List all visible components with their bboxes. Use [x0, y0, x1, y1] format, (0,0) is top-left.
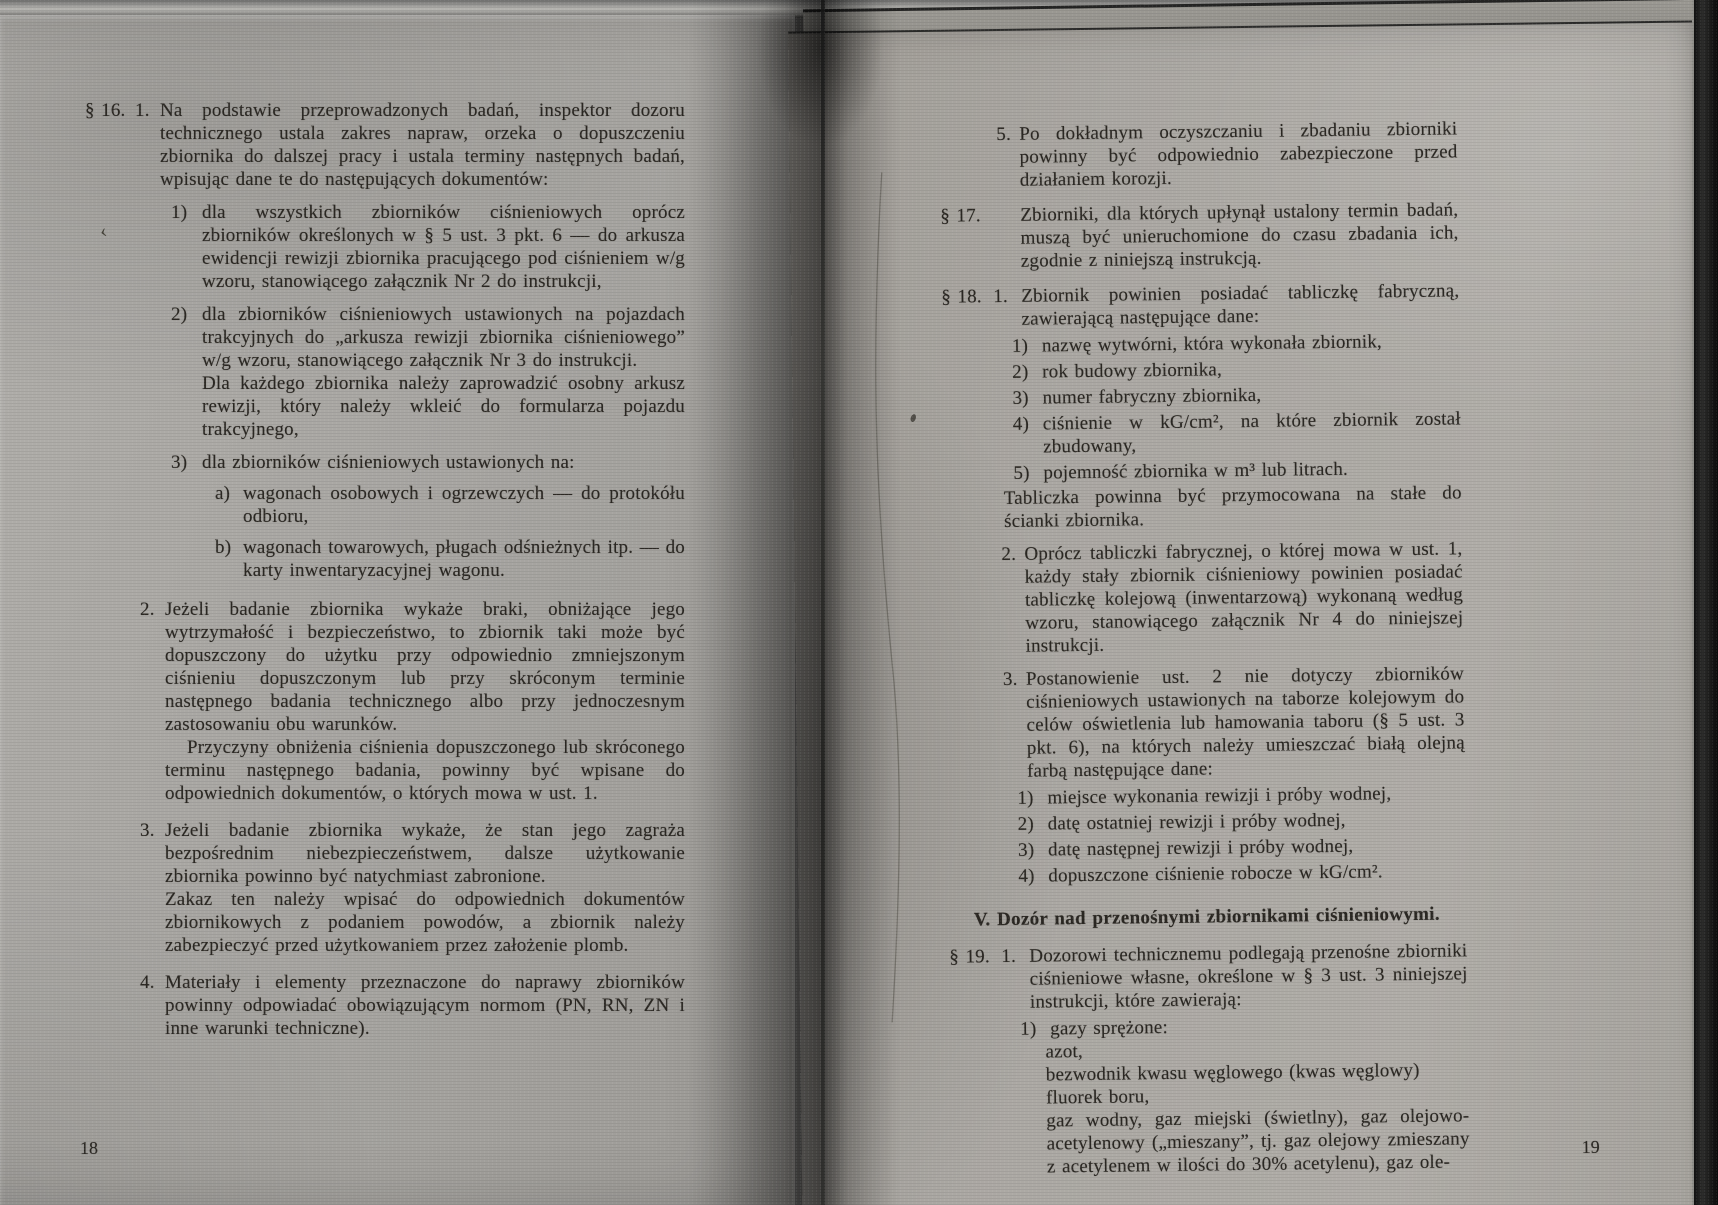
item-text: ciśnienie w kG/cm², na które zbiornik został zbudowany, — [1042, 408, 1461, 458]
item-label: 3) — [1012, 387, 1029, 409]
paragraph-continuation — [165, 736, 685, 805]
clause-number: 1. — [993, 285, 1009, 308]
paragraph-19-1 — [949, 939, 1468, 1014]
left-text-column — [85, 99, 685, 1040]
paragraph-18-1 — [941, 279, 1460, 331]
paragraph-18-3 — [1003, 662, 1465, 783]
page-number-right: 19 — [1581, 1136, 1600, 1157]
list-item — [1012, 381, 1460, 409]
paragraph-text: Przyczyny obniżenia ciśnienia dopuszczonego lub skróconego terminu następnego badania, powinny być wpisane do odpowiednich dokumentów, o których mowa w ust. 1. — [165, 737, 685, 804]
list-item — [1018, 807, 1466, 835]
item-label: b) — [215, 537, 232, 558]
item-text: dla zbiorników ciśnieniowych ustawionych na: — [202, 452, 575, 473]
item-label: a) — [215, 483, 231, 504]
item-text: datę ostatniej rewizji i próby wodnej, — [1047, 809, 1346, 835]
paragraph-text: Po dokładnym oczyszczaniu i zbadaniu zbiorniki powinny być odpowiednio zabezpieczone przed działaniem korozji. — [1019, 118, 1458, 191]
gas-line — [1046, 1104, 1470, 1178]
paragraph-text: Jeżeli badanie zbiornika wykaże braki, obniżające jego wytrzymałość i bezpieczeństwo, to zbiornik taki może być dopuszczony do użytku przy odpowiednio zmniejszonym ciśnieniu dopuszczonym lub przy skróconym terminie następnego badania technicznego albo przy jednoczesnym zastosowaniu obu warunków. — [165, 599, 685, 735]
gas-text: gaz wodny, gaz miejski (świetlny), gaz olejowo-acetylenowy („mieszany”, tj. gaz olejowy zmieszany z acetylenem w ilości do 30% acetylenu), gaz ole- — [1046, 1105, 1470, 1178]
paragraph-3 — [140, 819, 685, 888]
paragraph-16-1 — [85, 99, 685, 191]
section-heading-text: V. Dozór nad przenośnymi zbiornikami ciśnieniowymi. — [973, 903, 1440, 931]
item-text: numer fabryczny zbiornika, — [1042, 384, 1262, 409]
clause-number: 1. — [1001, 945, 1017, 968]
clause-number: 3. — [1002, 668, 1018, 690]
paragraph-continuation — [165, 888, 685, 957]
page-left — [0, 15, 795, 1205]
paragraph-text: Zakaz ten należy wpisać do odpowiednich dokumentów zbiornikowych z podaniem powodów, a zbiornik należy zabezpieczyć przed użytkowaniem przez założenie plomb. — [165, 889, 685, 956]
item-label: 2) — [171, 304, 188, 325]
paragraph-text: Tabliczka powinna być przymocowana na stałe do ścianki zbiornika. — [1003, 482, 1462, 532]
sub-list-item — [215, 536, 685, 582]
clause-number: 2. — [140, 599, 155, 620]
section-label: § 19. — [949, 946, 990, 968]
paragraph-17 — [940, 198, 1459, 273]
paragraph-text: Jeżeli badanie zbiornika wykaże, że stan jego zagraża bezpośrednim niebezpieczeństwem, dalsze użytkowanie zbiornika powinno być natychmiast zabronione. — [165, 820, 685, 887]
item-text: pojemność zbiornika w m³ lub litrach. — [1043, 458, 1349, 484]
gas-text: bezwodnik kwasu węglowego (kwas węglowy) — [1045, 1059, 1420, 1086]
item-label: 1) — [171, 202, 188, 223]
section-label: § 17. — [940, 205, 981, 227]
item-text: dla wszystkich zbiorników ciśnieniowych oprócz zbiorników określonych w § 5 ust. 3 pkt. 6 — do arkusza ewidencji rewizji zbiornika pracującego pod ciśnieniem w/g wzoru, stanowiącego załącznik Nr 2 do instrukcji, — [202, 202, 685, 292]
gas-text: azot, — [1045, 1041, 1084, 1063]
list-item — [1012, 355, 1460, 383]
paragraph-text: Dozorowi technicznemu podlegają przenośne zbiorniki ciśnieniowe własne, określone w § 3 ust. 3 niniejszej instrukcji, które zawierają: — [1029, 940, 1468, 1013]
item-text: dopuszczone ciśnienie robocze w kG/cm². — [1048, 861, 1383, 887]
page-right — [788, 20, 1715, 1205]
item-label: 4) — [1018, 865, 1035, 887]
page-number-left: 18 — [80, 1138, 98, 1158]
item-label: 4) — [1012, 413, 1030, 435]
paragraph-2 — [140, 598, 685, 736]
item-text: nazwę wytwórni, która wykonała zbiornik, — [1041, 331, 1383, 357]
paragraph-text: Oprócz tabliczki fabrycznej, o której mowa w ust. 1, każdy stały zbiornik ciśnieniowy powinien posiadać tabliczkę kolejową (inwentarzową) wykonaną według wzoru, stanowiącego załącznik Nr 4 do niniejszej instrukcji. — [1024, 538, 1464, 657]
gas-text: fluorek boru, — [1045, 1086, 1150, 1109]
paragraph-text: Na podstawie przeprowadzonych badań, inspektor dozoru technicznego ustala zakres napraw, orzeka o dopuszczeniu zbiornika do dalszej pracy i ustala terminy następnych badań, wpisując dane te do następujących dokumentów: — [160, 100, 685, 190]
paragraph-5 — [996, 117, 1458, 192]
clause-number — [992, 204, 1021, 273]
item-text: rok budowy zbiornika, — [1042, 359, 1223, 383]
item-continuation — [202, 372, 685, 441]
item-text: wagonach towarowych, pługach odśnieżnych itp. — do karty inwentaryzacyjnej wagonu. — [243, 537, 685, 581]
paragraph-18-2 — [1001, 537, 1463, 658]
item-label: 3) — [171, 452, 188, 473]
clause-number: 5. — [996, 123, 1012, 146]
list-item — [171, 201, 685, 293]
paragraph-text: Zbiornik powinien posiadać tabliczkę fabryczną, zawierającą następujące dane: — [1021, 280, 1460, 330]
item-label: 1) — [1011, 335, 1029, 357]
section-label: § 16. — [85, 100, 126, 121]
item-text: gazy sprężone: — [1050, 1017, 1169, 1040]
item-label: 1) — [1020, 1018, 1037, 1040]
paragraph-text: Materiały i elementy przeznaczone do naprawy zbiorników powinny odpowiadać obowiązującym normom (PN, RN, ZN i inne warunki techniczne). — [165, 972, 685, 1039]
sub-list-item — [215, 482, 685, 528]
clause-number: 1. — [135, 100, 150, 121]
item-text: dla zbiorników ciśnieniowych ustawionych na pojazdach trakcyjnych do „arkusza rewizji zbiornika ciśnieniowego” w/g wzoru, stanowiącego załącznik Nr 3 do instrukcji. — [202, 304, 685, 371]
stray-pencil-mark: ‹ — [97, 219, 109, 243]
clause-number: 3. — [140, 820, 155, 841]
list-item — [1013, 456, 1461, 484]
paragraph-text: Zbiorniki, dla których upłynął ustalony termin badań, muszą być unieruchomione do czasu zbadania ich, zgodnie z niniejszą instrukcją. — [1020, 199, 1459, 272]
page-stack-edge — [1692, 0, 1718, 1205]
item-label: 2) — [1017, 813, 1035, 835]
item-label: 1) — [1017, 787, 1034, 809]
list-item — [1018, 859, 1466, 887]
section-heading-v — [974, 902, 1467, 931]
item-text: miejsce wykonania rewizji i próby wodnej, — [1047, 783, 1392, 809]
clause-number: 2. — [1001, 543, 1017, 566]
item-text: Dla każdego zbiornika należy zaprowadzić osobny arkusz rewizji, który należy wkleić do formularza pojazdu trakcyjnego, — [202, 373, 685, 440]
item-text: datę następnej rewizji i próby wodnej, — [1047, 835, 1354, 861]
list-item — [1012, 329, 1460, 357]
paragraph-4 — [140, 971, 685, 1040]
list-item — [1013, 407, 1462, 458]
paragraph-continuation — [1004, 481, 1463, 533]
list-item — [1017, 781, 1465, 809]
list-item — [171, 303, 685, 372]
paragraph-text: Postanowienie ust. 2 nie dotyczy zbiorników ciśnieniowych ustawionych na taborze kolejowym do celów oświetlenia lub hamowania taboru (§ 5 ust. 3 pkt. 6), na których należy umieszczać białą olejną farbą następujące dane: — [1025, 663, 1465, 782]
list-item — [1018, 833, 1466, 861]
ink-speck — [910, 413, 917, 422]
item-label: 3) — [1017, 839, 1035, 861]
item-text: wagonach osobowych i ogrzewczych — do protokółu odbioru, — [243, 483, 685, 527]
list-item — [171, 451, 685, 474]
item-label: 2) — [1012, 361, 1029, 383]
section-label: § 18. — [941, 286, 982, 308]
clause-number: 4. — [140, 972, 155, 993]
item-label: 5) — [1013, 462, 1030, 484]
right-text-column — [939, 117, 1470, 1179]
